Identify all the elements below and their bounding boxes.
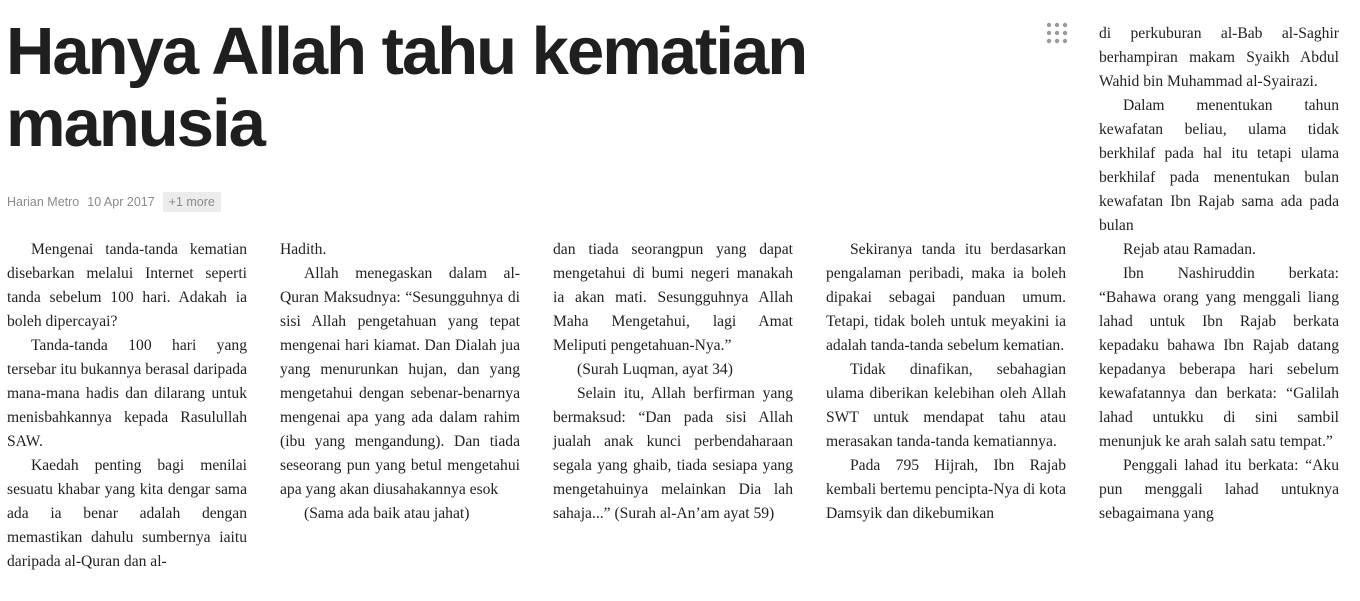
article-column-5 bbox=[1099, 22, 1339, 526]
paragraph: di perkuburan al-Bab al-Saghir berhampiran makam Syaikh Abdul Wahid bin Muhammad al-Syairazi. bbox=[1099, 25, 1339, 90]
article-column-3 bbox=[553, 238, 793, 526]
paragraph: Mengenai tanda-tanda kematian disebarkan melalui Internet seperti tanda sebelum 100 hari. Adakah ia boleh dipercayai? bbox=[7, 241, 247, 330]
article-column-2 bbox=[280, 238, 520, 526]
paragraph: Selain itu, Allah berfirman yang bermaksud: “Dan pada sisi Allah jualah anak kunci perbendaharaan segala yang ghaib, tiada sesiapa yang mengetahuinya melainkan Dia lah sahaja...” (Surah al-An’am ayat 59) bbox=[553, 385, 793, 522]
paragraph: Sekiranya tanda itu berdasarkan pengalaman peribadi, maka ia boleh dipakai sebagai panduan umum. Tetapi, tidak boleh untuk meyakini ia adalah tanda-tanda sebelum kematian. bbox=[826, 241, 1066, 354]
paragraph: Allah menegaskan dalam al-Quran Maksudnya: “Sesungguhnya di sisi Allah pengetahuan yang tepat mengenai hari kiamat. Dan Dialah jua yang menurunkan hujan, dan yang mengetahui dengan sebenar-benarnya mengenai apa yang ada dalam rahim (ibu yang mengandung). Dan tiada seseorang pun yang betul mengetahui apa yang akan diusahakannya esok bbox=[280, 265, 520, 498]
paragraph: dan tiada seorangpun yang dapat mengetahui di bumi negeri manakah ia akan mati. Sesungguhnya Allah Maha Mengetahui, lagi Amat Meliputi pengetahuan-Nya.” bbox=[553, 241, 793, 354]
article-column-4 bbox=[826, 238, 1066, 526]
article-column-1 bbox=[7, 238, 247, 574]
paragraph: (Surah Luqman, ayat 34) bbox=[577, 361, 733, 378]
paragraph: (Sama ada baik atau jahat) bbox=[304, 505, 470, 522]
paragraph: Tanda-tanda 100 hari yang tersebar itu bukannya berasal daripada mana-mana hadis dan dilarang untuk menisbahkannya kepada Rasulullah SAW. bbox=[7, 337, 247, 450]
paragraph: Dalam menentukan tahun kewafatan beliau, ulama tidak berkhilaf pada hal itu tetapi ulama berkhilaf pada menentukan bulan kewafatan Ibn Rajab sama ada pada bulan bbox=[1099, 97, 1339, 234]
more-sources-button[interactable]: +1 more bbox=[163, 192, 221, 212]
paragraph: Tidak dinafikan, sebahagian ulama diberikan kelebihan oleh Allah SWT untuk mendapat tahu atau merasakan tanda-tanda kematiannya. bbox=[826, 361, 1066, 450]
paragraph: Pada 795 Hijrah, Ibn Rajab kembali bertemu pencipta-Nya di kota Damsyik dan dikebumikan bbox=[826, 457, 1066, 522]
source-name: Harian Metro bbox=[7, 195, 80, 209]
publish-date: 10 Apr 2017 bbox=[87, 195, 155, 209]
article-headline: Hanya Allah tahu kematian manusia bbox=[6, 14, 807, 161]
grid-dots-icon[interactable] bbox=[1046, 22, 1068, 44]
paragraph: Ibn Nashiruddin berkata: “Bahawa orang yang menggali liang lahad untuk Ibn Rajab berkata kepadaku bahawa Ibn Rajab datang kepadanya beberapa hari sebelum kewafatannya dan berkata: “Galilah lahad untukku di sini sambil menunjuk ke arah salah satu tempat.” bbox=[1099, 265, 1339, 450]
paragraph: Hadith. bbox=[280, 241, 327, 258]
paragraph: Rejab atau Ramadan. bbox=[1123, 241, 1256, 258]
paragraph: Kaedah penting bagi menilai sesuatu khabar yang kita dengar sama ada ia benar adalah dengan memastikan dahulu sumbernya iaitu daripada al-Quran dan al- bbox=[7, 457, 247, 570]
article-meta bbox=[7, 190, 221, 214]
paragraph: Penggali lahad itu berkata: “Aku pun menggali lahad untuknya sebagaimana yang bbox=[1099, 457, 1339, 522]
